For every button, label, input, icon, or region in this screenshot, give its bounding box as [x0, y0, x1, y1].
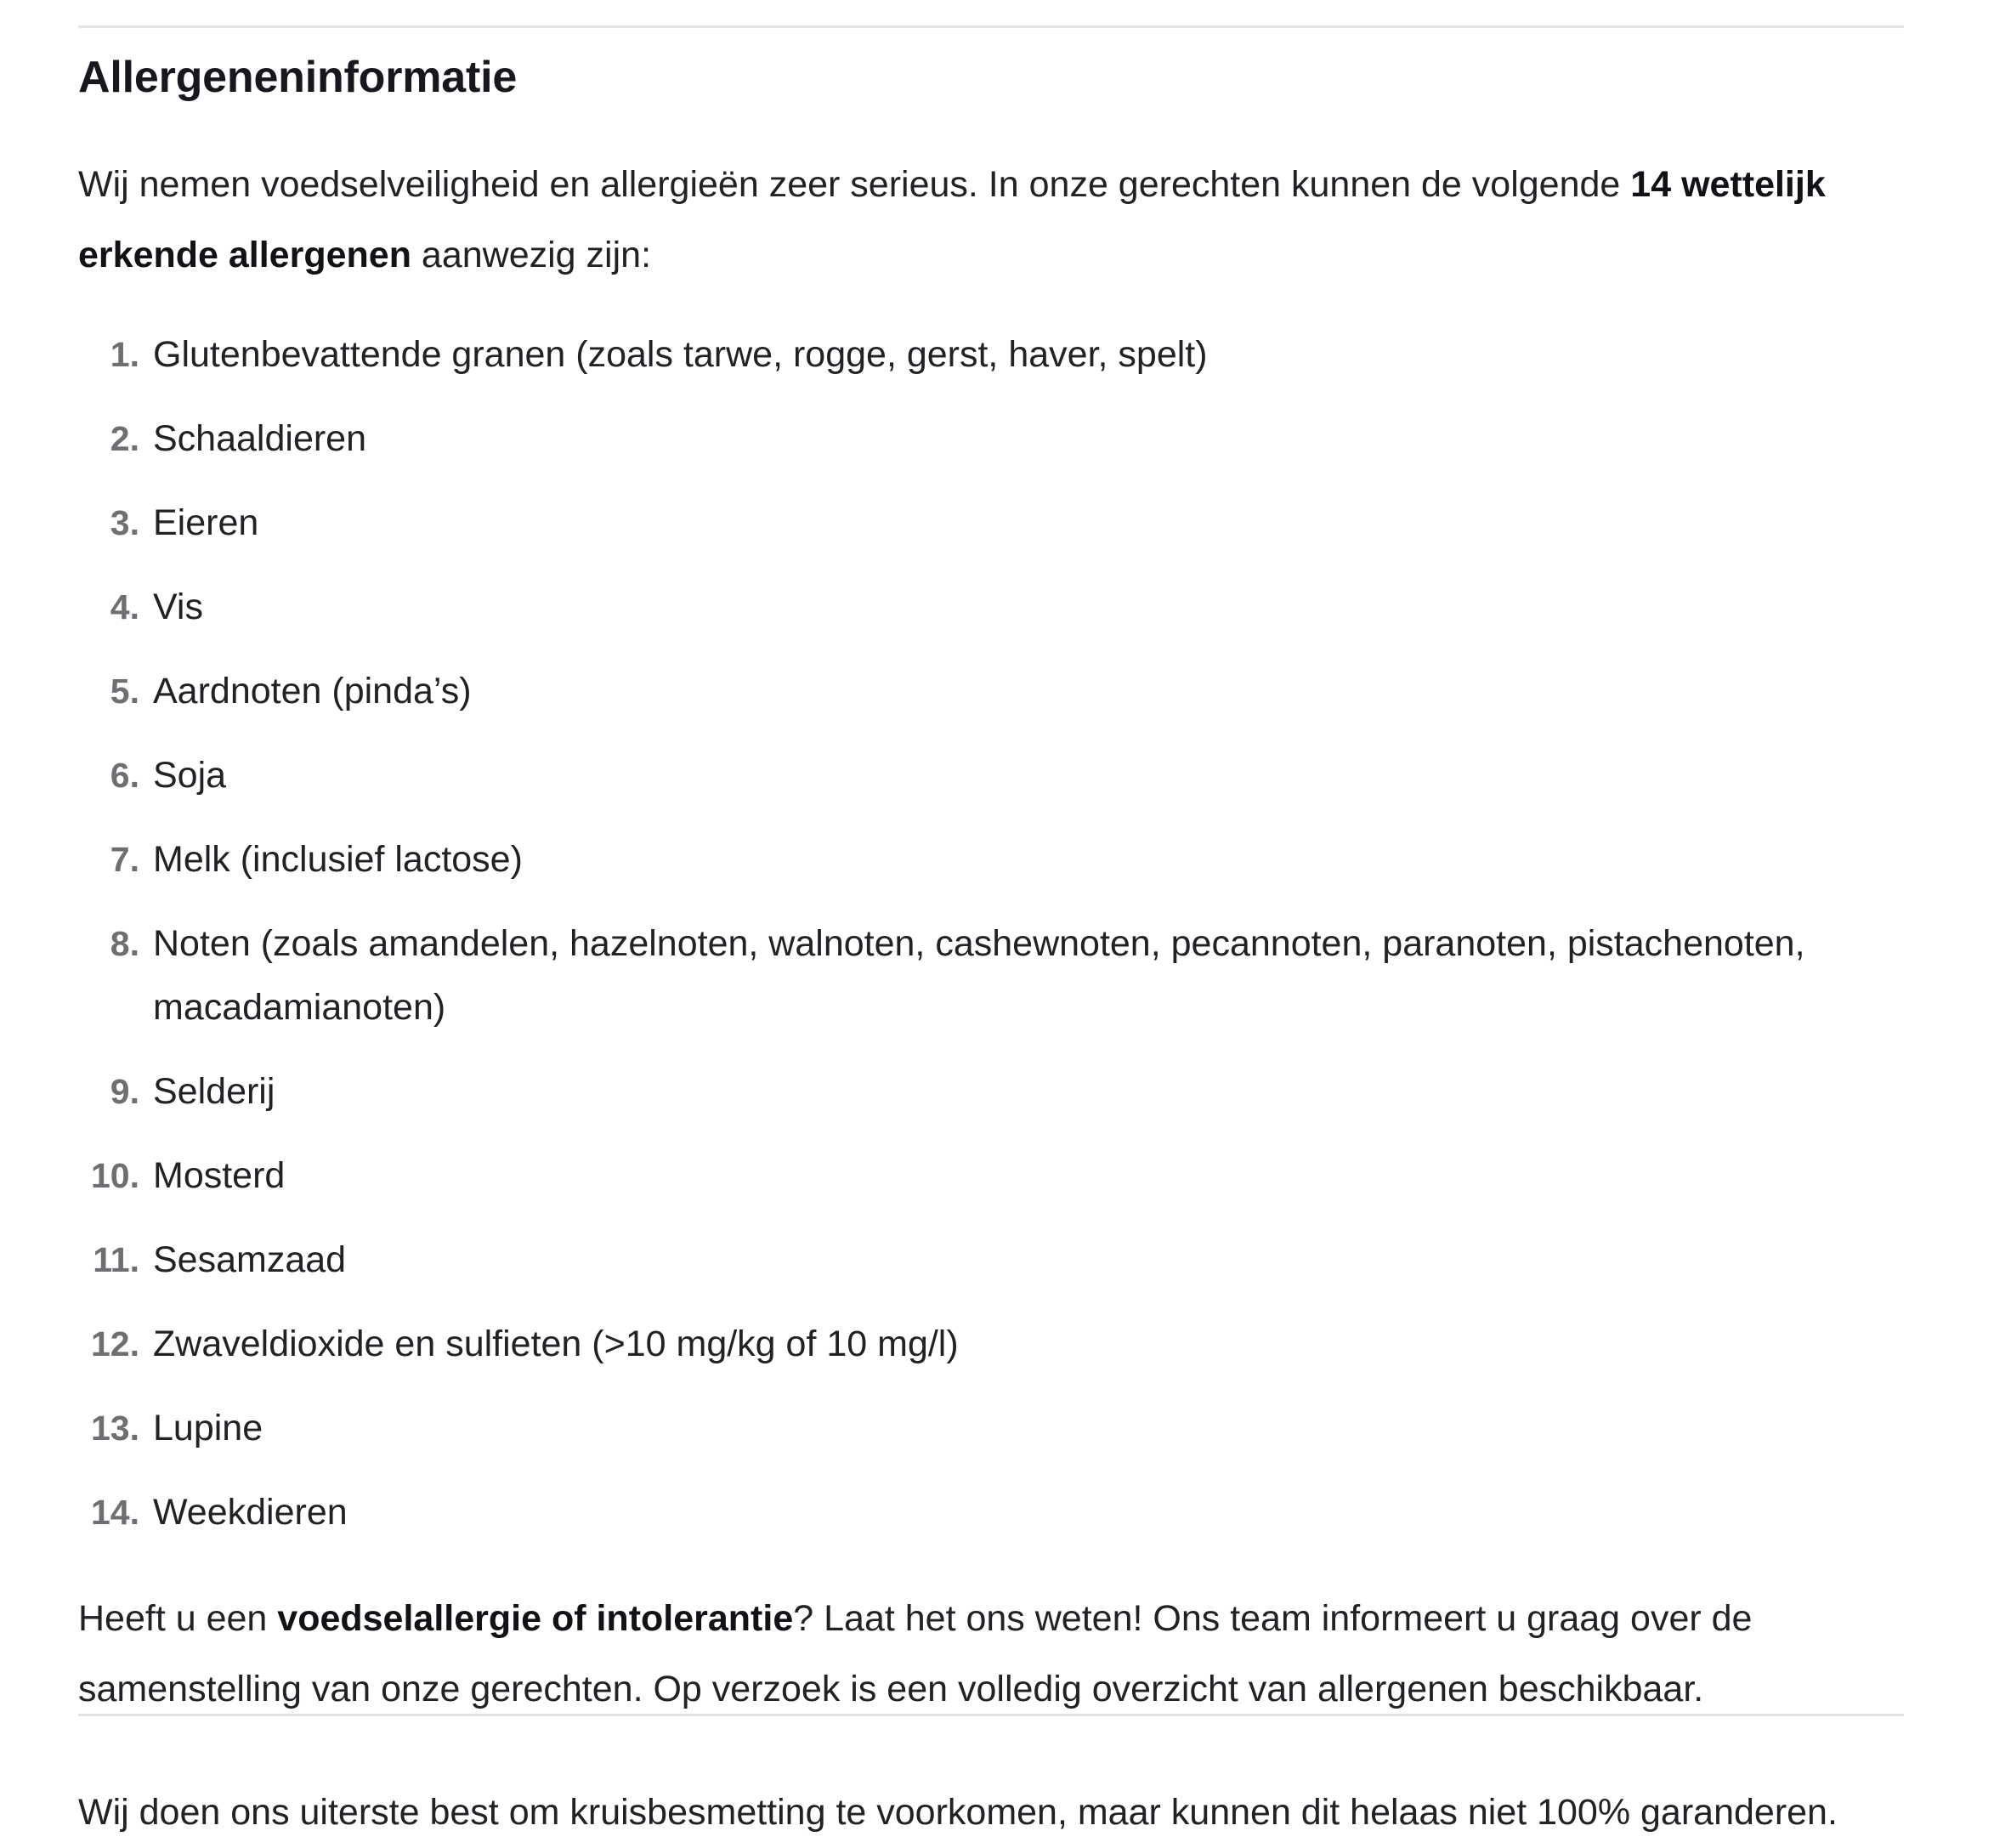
list-item	[78, 1481, 1906, 1545]
list-item	[78, 491, 1906, 555]
allergen-label: Selderij	[153, 1071, 275, 1113]
page-title: Allergeneninformatie	[78, 53, 518, 102]
intro-text-before: Wij nemen voedselveiligheid en allergieën zeer serieus. In onze gerechten kunnen de volgende	[78, 164, 1631, 206]
allergen-label: Eieren	[153, 502, 259, 544]
intro-text-after: aanwezig zijn:	[411, 235, 652, 276]
list-item	[78, 660, 1906, 723]
allergen-label: Zwaveldioxide en sulfieten (>10 mg/kg of 10 mg/l)	[153, 1324, 959, 1365]
allergen-label: Glutenbevattende granen (zoals tarwe, rogge, gerst, haver, spelt)	[153, 334, 1208, 376]
allergen-label: Sesamzaad	[153, 1239, 347, 1281]
bottom-divider	[78, 1714, 1904, 1716]
allergen-label: Mosterd	[153, 1155, 286, 1197]
top-divider	[78, 26, 1904, 28]
allergen-label: Vis	[153, 587, 203, 628]
allergy-note-before: Heeft u een	[78, 1598, 278, 1640]
allergen-label: Aardnoten (pinda’s)	[153, 671, 472, 712]
allergen-label: Weekdieren	[153, 1492, 348, 1533]
list-item	[78, 828, 1906, 892]
list-item	[78, 1060, 1906, 1124]
list-item	[78, 407, 1906, 471]
list-item	[78, 1312, 1906, 1376]
allergen-list	[78, 323, 1906, 1545]
allergy-note-bold: voedselallergie of intolerantie	[277, 1598, 794, 1640]
allergy-note-after: ? Laat het ons weten! Ons team informeert u graag over de samenstelling van onze gerechten. Op verzoek is een volledig overzicht van allergenen beschikbaar.	[78, 1598, 1753, 1710]
allergy-note-paragraph	[78, 1584, 1906, 1725]
allergen-label: Lupine	[153, 1408, 263, 1449]
list-item	[78, 744, 1906, 808]
list-item	[78, 1144, 1906, 1208]
allergen-label: Soja	[153, 755, 227, 796]
content-container	[78, 51, 1906, 1848]
list-item	[78, 1397, 1906, 1460]
allergen-label: Noten (zoals amandelen, hazelnoten, walnoten, cashewnoten, pecannoten, paranoten, pistachenoten, macadamianoten)	[153, 923, 1805, 1029]
list-item	[78, 575, 1906, 639]
intro-text-bold: 14 wettelijk erkende allergenen	[78, 164, 1826, 276]
cross-contamination-paragraph: Wij doen ons uiterste best om kruisbesmetting te voorkomen, maar kunnen dit helaas niet 100% garanderen.	[78, 1792, 1838, 1834]
list-item	[78, 912, 1906, 1040]
allergen-label: Schaaldieren	[153, 418, 367, 460]
allergen-label: Melk (inclusief lactose)	[153, 839, 523, 881]
list-item	[78, 323, 1906, 387]
intro-paragraph	[78, 150, 1906, 291]
list-item	[78, 1228, 1906, 1292]
